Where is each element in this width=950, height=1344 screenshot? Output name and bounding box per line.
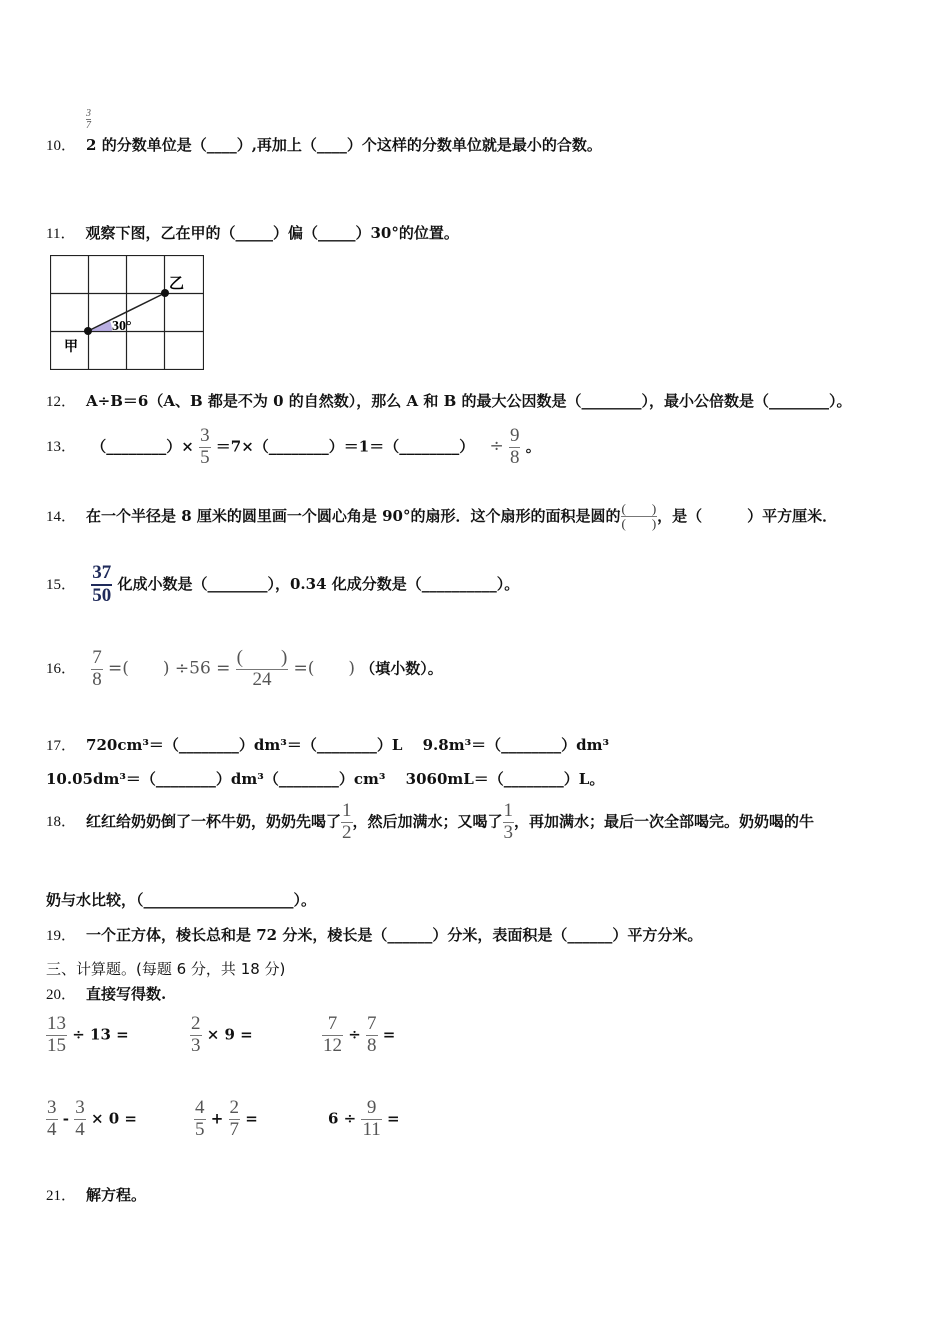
question-16 bbox=[46, 648, 443, 691]
denominator: 24 bbox=[236, 669, 289, 691]
question-11 bbox=[46, 222, 459, 243]
q10-fraction-denominator: 7 bbox=[86, 120, 91, 131]
operator: = bbox=[387, 1109, 400, 1128]
question-17-line-1 bbox=[46, 734, 609, 755]
denominator: 11 bbox=[362, 1118, 381, 1140]
question-13 bbox=[46, 426, 541, 469]
denominator: 50 bbox=[92, 584, 112, 606]
denominator: 4 bbox=[47, 1118, 57, 1140]
question-number: 12． bbox=[46, 394, 77, 410]
question-number: 13． bbox=[46, 439, 77, 456]
operator: + bbox=[210, 1109, 224, 1128]
question-10 bbox=[46, 134, 602, 155]
question-number: 11． bbox=[46, 226, 76, 242]
operator: ÷ 13 = bbox=[72, 1025, 129, 1044]
question-12 bbox=[46, 390, 851, 411]
calc-item-5 bbox=[194, 1098, 258, 1141]
q13-fraction-1 bbox=[199, 426, 211, 469]
calc-item-2 bbox=[190, 1014, 253, 1057]
denominator: 3 bbox=[191, 1034, 201, 1056]
q15-fraction bbox=[91, 563, 112, 607]
q14-fraction bbox=[621, 502, 658, 532]
q10-text: 的分数单位是（____）,再加上（____）个这样的分数单位就是最小的合数。 bbox=[101, 136, 602, 154]
q13-end: 。 bbox=[525, 437, 541, 456]
fraction bbox=[194, 1098, 206, 1141]
denominator: 5 bbox=[200, 446, 210, 468]
numerator: 9 bbox=[509, 425, 520, 446]
numerator: 1 bbox=[503, 800, 514, 821]
fraction bbox=[190, 1014, 202, 1057]
q10-whole: 2 bbox=[86, 136, 97, 154]
operator: ÷ bbox=[348, 1025, 361, 1044]
q18-part3: ，再加满水；最后一次全部喝完。奶奶喝的牛 bbox=[514, 812, 815, 831]
denominator: 4 bbox=[75, 1118, 85, 1140]
question-number: 19． bbox=[46, 928, 77, 944]
operator: × 9 = bbox=[206, 1025, 253, 1044]
denominator: 8 bbox=[92, 668, 102, 690]
operator: = bbox=[245, 1109, 258, 1128]
q19-text: 一个正方体，棱长总和是 72 分米，棱长是（______）分米，表面积是（______）平方分米。 bbox=[86, 926, 703, 944]
question-18 bbox=[46, 801, 814, 844]
question-15 bbox=[46, 563, 519, 607]
q13-fraction-2 bbox=[509, 426, 521, 469]
fraction bbox=[46, 1098, 58, 1141]
q13-part2: ＝7×（________）＝1＝（________） bbox=[215, 437, 475, 456]
q13-divide: ÷ bbox=[489, 436, 504, 457]
calc-item-6 bbox=[328, 1098, 400, 1141]
q18-fraction-1 bbox=[341, 801, 353, 844]
fraction bbox=[46, 1014, 67, 1057]
question-20 bbox=[46, 983, 166, 1004]
denominator: 2 bbox=[342, 821, 352, 843]
denominator: ( ) bbox=[621, 516, 657, 532]
numerator: 7 bbox=[367, 1013, 377, 1034]
q21-title: 解方程。 bbox=[86, 1186, 147, 1204]
q15-text: 化成小数是（________），0.34 化成分数是（__________）。 bbox=[117, 574, 520, 593]
q14-text2: ，是（ ）平方厘米． bbox=[657, 506, 838, 525]
calc-item-3 bbox=[322, 1014, 395, 1057]
denominator: 15 bbox=[47, 1034, 66, 1056]
q18-fraction-2 bbox=[503, 801, 515, 844]
q16-fraction-1 bbox=[91, 648, 103, 691]
numerator: 3 bbox=[75, 1097, 85, 1118]
q18-part2: ，然后加满水；又喝了 bbox=[352, 812, 503, 831]
operator: × 0 = bbox=[90, 1109, 137, 1128]
q12-text: A÷B＝6（A、B 都是不为 0 的自然数），那么 A 和 B 的最大公因数是（________），最小公倍数是（________）。 bbox=[86, 392, 852, 410]
denominator: 3 bbox=[503, 821, 514, 843]
point-yi bbox=[161, 289, 169, 297]
question-17-line-2 bbox=[46, 768, 604, 789]
question-number: 18． bbox=[46, 814, 77, 831]
question-number: 21． bbox=[46, 1188, 77, 1204]
q18-part4: 奶与水比较，（____________________）。 bbox=[46, 891, 317, 909]
calc-item-1 bbox=[46, 1014, 129, 1057]
numerator: 7 bbox=[327, 1013, 338, 1034]
operator: - bbox=[62, 1109, 69, 1128]
q14-text: 在一个半径是 8 厘米的圆里画一个圆心角是 90°的扇形．这个扇形的面积是圆的 bbox=[86, 506, 621, 525]
numerator: 9 bbox=[366, 1097, 377, 1118]
question-21 bbox=[46, 1184, 146, 1205]
numerator: 2 bbox=[229, 1097, 240, 1118]
q16-fraction-2 bbox=[236, 648, 289, 691]
numerator: ( ) bbox=[621, 501, 657, 516]
numerator: ( ) bbox=[236, 647, 288, 668]
numerator: 13 bbox=[47, 1013, 66, 1034]
question-18-line-2 bbox=[46, 889, 316, 910]
q20-title: 直接写得数. bbox=[86, 985, 167, 1003]
numerator: 4 bbox=[195, 1097, 205, 1118]
q17-line2: 10.05dm³＝（________）dm³（________）cm³ 3060mL＝（________）L。 bbox=[46, 770, 605, 788]
q10-fraction-numerator: 3 bbox=[86, 108, 91, 119]
question-19 bbox=[46, 924, 702, 945]
operator: = bbox=[382, 1025, 396, 1044]
question-14 bbox=[46, 502, 837, 532]
numerator: 7 bbox=[92, 647, 102, 668]
question-number: 15． bbox=[46, 576, 77, 593]
denominator: 12 bbox=[323, 1034, 342, 1056]
numerator: 2 bbox=[191, 1013, 201, 1034]
fraction bbox=[322, 1014, 343, 1057]
denominator: 8 bbox=[367, 1034, 377, 1056]
point-jia bbox=[84, 327, 92, 335]
q18-part1: 红红给奶奶倒了一杯牛奶，奶奶先喝了 bbox=[86, 812, 342, 831]
q16-part1: =( ) ÷56 = bbox=[107, 658, 231, 679]
question-number: 17． bbox=[46, 738, 77, 754]
fraction bbox=[361, 1098, 381, 1141]
fraction bbox=[229, 1098, 241, 1141]
calc-item-4 bbox=[46, 1098, 137, 1141]
numerator: 3 bbox=[200, 425, 210, 446]
direction-grid-figure bbox=[50, 255, 204, 370]
fraction bbox=[74, 1098, 86, 1141]
label-jia: 甲 bbox=[64, 339, 78, 355]
question-number: 16． bbox=[46, 661, 77, 678]
denominator: 7 bbox=[229, 1118, 240, 1140]
label-angle: 30° bbox=[112, 319, 132, 334]
numerator: 1 bbox=[342, 800, 352, 821]
question-number: 14． bbox=[46, 508, 77, 525]
question-number: 10． bbox=[46, 138, 77, 154]
section-3-title: 三、计算题。(每题 6 分，共 18 分) bbox=[46, 960, 286, 978]
operator: 6 ÷ bbox=[328, 1109, 357, 1128]
q16-part2: =( ) bbox=[293, 658, 356, 679]
numerator: 37 bbox=[92, 562, 112, 583]
fraction bbox=[366, 1014, 378, 1057]
question-number: 20． bbox=[46, 987, 77, 1003]
q13-part1: （________）× bbox=[91, 437, 194, 456]
label-yi: 乙 bbox=[169, 274, 185, 292]
numerator: 3 bbox=[47, 1097, 57, 1118]
q16-note: （填小数）。 bbox=[360, 659, 443, 678]
denominator: 5 bbox=[195, 1118, 205, 1140]
q17-line1: 720cm³＝（________）dm³＝（________）L 9.8m³＝（________）dm³ bbox=[86, 736, 610, 754]
q11-text: 观察下图，乙在甲的（_____）偏（_____）30°的位置。 bbox=[85, 224, 459, 242]
denominator: 8 bbox=[509, 446, 520, 468]
